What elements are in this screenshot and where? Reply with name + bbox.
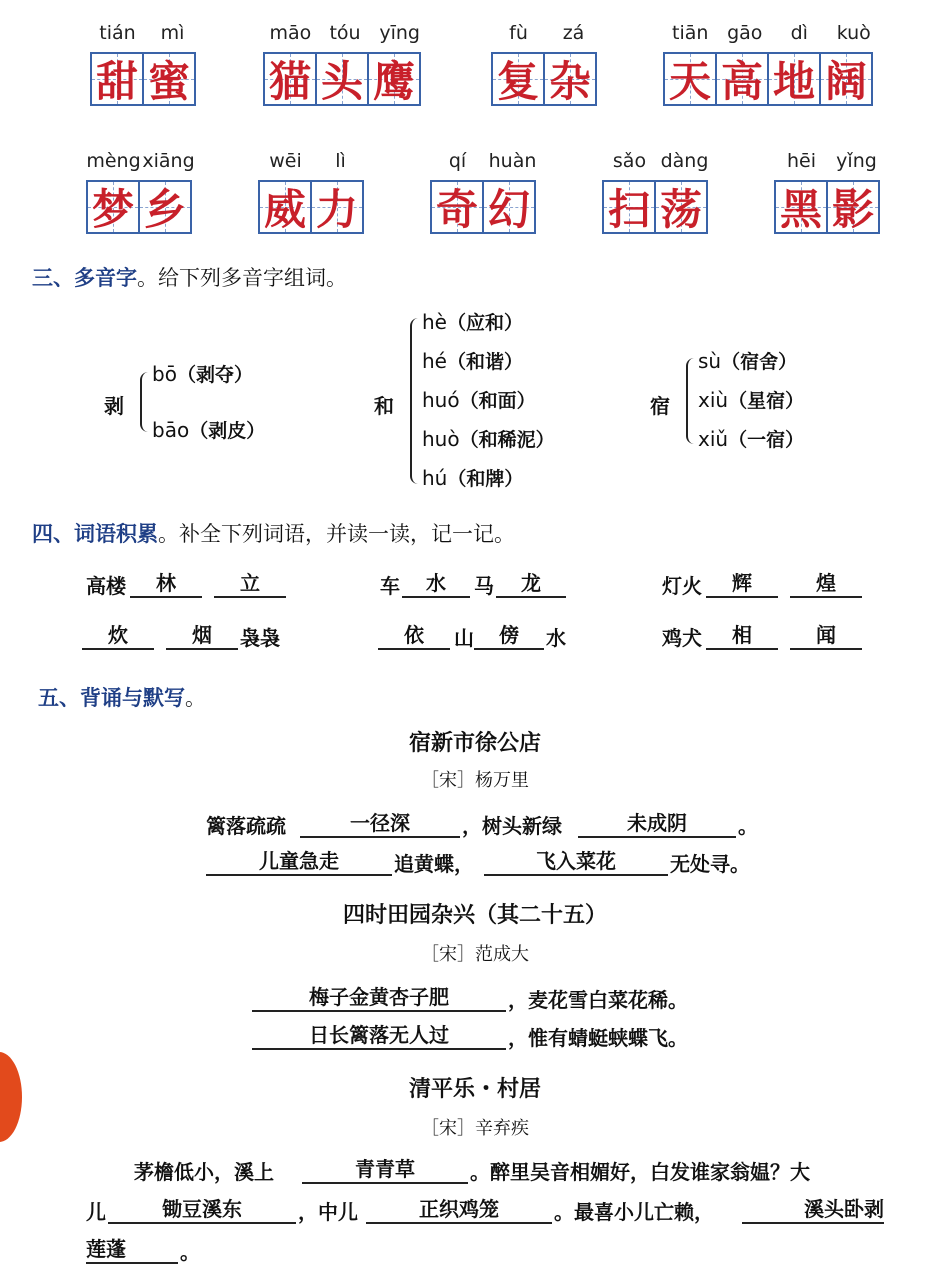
poem-blank: 正织鸡笼 <box>366 1196 552 1224</box>
idiom-blank: 烟 <box>166 622 238 650</box>
poem-author: ［宋］杨万里 <box>421 770 529 791</box>
char: 蜜 <box>147 57 190 106</box>
polyphone-item: sù（宿舍） <box>698 349 798 373</box>
idiom-blank: 林 <box>130 570 202 598</box>
idiom-blank: 龙 <box>496 570 566 598</box>
char: 地 <box>772 57 815 106</box>
pinyin: tóu <box>329 22 361 44</box>
pinyin: gāo <box>727 22 763 44</box>
poem-text: ，树头新绿 <box>462 814 562 838</box>
poem-text: ，麦花雪白菜花稀。 <box>508 988 688 1012</box>
pinyin: huàn <box>488 150 537 172</box>
poem-blank: 锄豆溪东 <box>108 1196 296 1224</box>
char: 扫 <box>607 185 650 234</box>
polyphone-item: bō（剥夺） <box>152 362 253 386</box>
pinyin: yǐng <box>836 150 877 172</box>
idiom-blank: 闻 <box>790 622 862 650</box>
idiom-text: 袅袅 <box>240 626 280 650</box>
idiom-text: 灯火 <box>662 574 702 598</box>
pinyin: zá <box>562 22 585 44</box>
pinyin: yīng <box>379 22 420 44</box>
polyphone-item: hú（和牌） <box>422 466 524 490</box>
pinyin: dì <box>790 22 808 44</box>
poem-text: ，中儿 <box>298 1200 358 1224</box>
char: 复 <box>496 57 539 106</box>
polyphone-item: huó（和面） <box>422 388 536 412</box>
pinyin: hēi <box>786 150 816 172</box>
polyphone-char-su: 宿 <box>650 394 670 418</box>
pinyin: dàng <box>660 150 709 172</box>
idiom-blank: 立 <box>214 570 286 598</box>
brace <box>140 372 152 432</box>
idiom-blank: 傍 <box>474 622 544 650</box>
char: 奇 <box>435 185 478 234</box>
idiom-blank: 依 <box>378 622 450 650</box>
idiom-blank: 水 <box>402 570 470 598</box>
polyphone-item: xiù（星宿） <box>698 388 805 412</box>
poem-text: 茅檐低小，溪上 <box>134 1160 274 1184</box>
poem-text: 追黄蝶， <box>394 852 474 876</box>
idiom-blank: 相 <box>706 622 778 650</box>
pinyin: tián <box>99 22 136 44</box>
char: 威 <box>263 185 306 234</box>
char: 荡 <box>659 185 702 234</box>
poem-title: 四时田园杂兴（其二十五） <box>342 902 607 928</box>
char: 杂 <box>548 57 591 106</box>
char: 甜 <box>95 57 138 106</box>
char: 头 <box>320 57 363 106</box>
char: 天 <box>668 57 711 106</box>
pinyin: lì <box>335 150 346 172</box>
polyphone-item: hé（和谐） <box>422 349 523 373</box>
poem-blank: 未成阴 <box>578 810 736 838</box>
poem-text: 篱落疏疏 <box>206 814 286 838</box>
poem-blank: 青青草 <box>302 1156 468 1184</box>
pinyin: sǎo <box>612 150 647 172</box>
poem-text: 儿 <box>86 1200 106 1224</box>
idiom-text: 车 <box>380 574 400 598</box>
idiom-text: 高楼 <box>86 574 126 598</box>
section-4-heading: 四、词语积累。补全下列词语，并读一读，记一记。 <box>32 522 515 546</box>
poem-title: 清平乐・村居 <box>408 1076 541 1102</box>
poem-blank: 日长篱落无人过 <box>252 1022 506 1050</box>
char: 力 <box>315 185 358 234</box>
pinyin: fù <box>509 22 528 44</box>
pinyin: māo <box>269 22 312 44</box>
polyphone-item: xiǔ（一宿） <box>698 427 805 451</box>
pinyin: tiān <box>672 22 709 44</box>
pinyin: mì <box>160 22 185 44</box>
polyphone-item: huò（和稀泥） <box>422 427 555 451</box>
char: 乡 <box>143 185 186 234</box>
poem-text: 。最喜小儿亡赖， <box>554 1200 714 1224</box>
pinyin: xiāng <box>142 150 195 172</box>
brace <box>686 358 698 444</box>
char: 猫 <box>268 57 311 106</box>
char: 梦 <box>91 185 134 234</box>
poem-author: ［宋］范成大 <box>421 944 529 965</box>
char: 黑 <box>779 185 822 234</box>
char: 鹰 <box>372 57 415 106</box>
char: 幻 <box>487 185 530 234</box>
idiom-text: 水 <box>546 626 566 650</box>
pinyin: kuò <box>836 22 871 44</box>
poem-title: 宿新市徐公店 <box>408 730 541 756</box>
char: 影 <box>831 185 874 234</box>
idiom-text: 山 <box>454 626 474 650</box>
brace <box>410 318 422 484</box>
poem-text: ，惟有蜻蜓蛱蝶飞。 <box>508 1026 688 1050</box>
poem-blank: 溪头卧剥 <box>742 1196 884 1224</box>
section-3-heading: 三、多音字。给下列多音字组词。 <box>32 266 347 290</box>
char: 高 <box>720 57 763 106</box>
idiom-blank: 煌 <box>790 570 862 598</box>
idiom-blank: 炊 <box>82 622 154 650</box>
idiom-blank: 辉 <box>706 570 778 598</box>
poem-author: ［宋］辛弃疾 <box>421 1118 529 1139</box>
polyphone-char-bo: 剥 <box>104 394 124 418</box>
pinyin: wēi <box>269 150 302 172</box>
idiom-text: 马 <box>474 574 494 598</box>
poem-text: 无处寻。 <box>670 852 750 876</box>
char: 阔 <box>824 57 867 106</box>
poem-blank: 飞入菜花 <box>484 848 668 876</box>
pinyin: mèng <box>86 150 141 172</box>
poem-blank: 一径深 <box>300 810 460 838</box>
poem-text: 。 <box>738 814 758 838</box>
poem-text: 。 <box>180 1240 200 1264</box>
pinyin: qí <box>448 150 467 172</box>
section-5-heading: 五、背诵与默写。 <box>38 686 206 710</box>
poem-text: 。醉里吴音相媚好，白发谁家翁媪？大 <box>470 1160 810 1184</box>
idiom-text: 鸡犬 <box>662 626 702 650</box>
poem-blank: 莲蓬 <box>86 1236 178 1264</box>
polyphone-item: bāo（剥皮） <box>152 418 266 442</box>
polyphone-char-he: 和 <box>374 394 394 418</box>
poem-blank: 儿童急走 <box>206 848 392 876</box>
polyphone-item: hè（应和） <box>422 310 523 334</box>
poem-blank: 梅子金黄杏子肥 <box>252 984 506 1012</box>
